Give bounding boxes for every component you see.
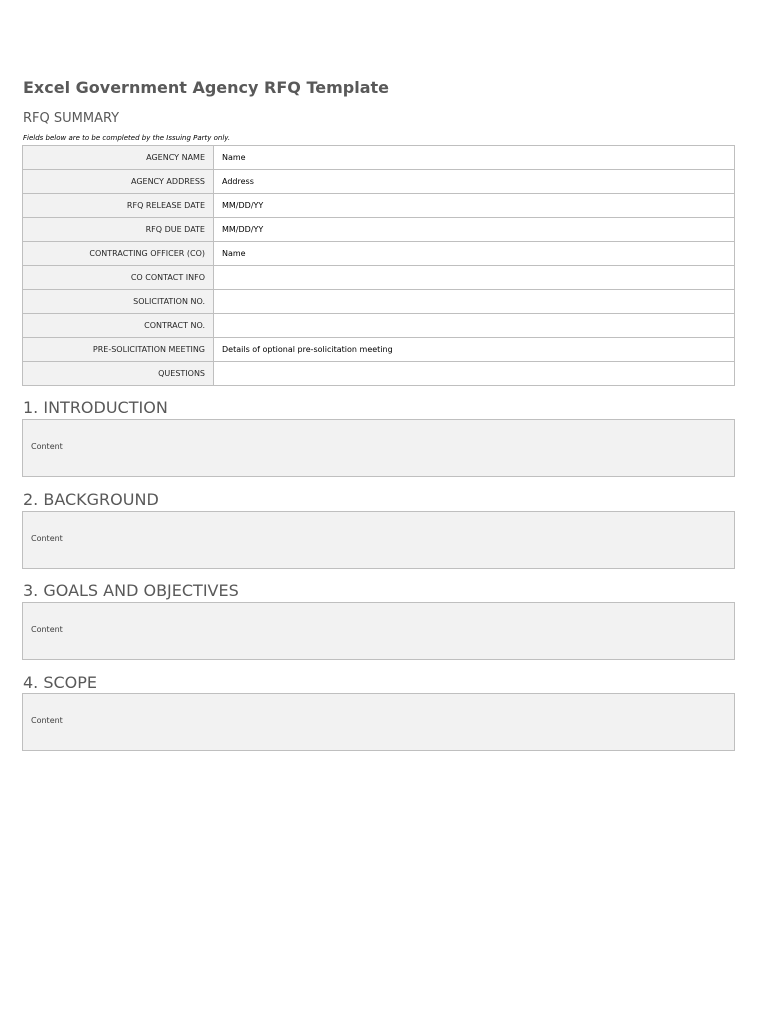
row-value-agency-name[interactable]: Name bbox=[214, 146, 735, 170]
section-heading-introduction: 1. INTRODUCTION bbox=[23, 398, 168, 417]
row-value-agency-address[interactable]: Address bbox=[214, 170, 735, 194]
table-row bbox=[23, 194, 735, 218]
rfq-summary-title: RFQ SUMMARY bbox=[23, 111, 120, 126]
document-title: Excel Government Agency RFQ Template bbox=[23, 78, 389, 97]
table-row bbox=[23, 218, 735, 242]
row-label-rfq-release-date: RFQ RELEASE DATE bbox=[23, 194, 214, 218]
row-label-contract-no: CONTRACT NO. bbox=[23, 314, 214, 338]
row-value-rfq-release-date[interactable]: MM/DD/YY bbox=[214, 194, 735, 218]
row-label-contracting-officer: CONTRACTING OFFICER (CO) bbox=[23, 242, 214, 266]
table-row bbox=[23, 314, 735, 338]
section-heading-background: 2. BACKGROUND bbox=[23, 490, 159, 509]
table-row bbox=[23, 362, 735, 386]
section-heading-scope: 4. SCOPE bbox=[23, 673, 98, 692]
section-heading-goals-and-objectives: 3. GOALS AND OBJECTIVES bbox=[23, 581, 239, 600]
section-content-text: Content bbox=[31, 534, 63, 543]
row-value-questions[interactable] bbox=[214, 362, 735, 386]
rfq-summary-table bbox=[22, 145, 735, 386]
row-label-questions: QUESTIONS bbox=[23, 362, 214, 386]
fields-note: Fields below are to be completed by the Issuing Party only. bbox=[23, 134, 231, 142]
table-row bbox=[23, 338, 735, 362]
section-content-box-background[interactable] bbox=[22, 511, 735, 569]
table-row bbox=[23, 242, 735, 266]
section-content-box-introduction[interactable] bbox=[22, 419, 735, 477]
row-value-solicitation-no[interactable] bbox=[214, 290, 735, 314]
row-value-contract-no[interactable] bbox=[214, 314, 735, 338]
row-label-pre-solicitation-meeting: PRE-SOLICITATION MEETING bbox=[23, 338, 214, 362]
row-label-agency-address: AGENCY ADDRESS bbox=[23, 170, 214, 194]
table-row bbox=[23, 290, 735, 314]
row-value-rfq-due-date[interactable]: MM/DD/YY bbox=[214, 218, 735, 242]
row-label-rfq-due-date: RFQ DUE DATE bbox=[23, 218, 214, 242]
row-label-solicitation-no: SOLICITATION NO. bbox=[23, 290, 214, 314]
table-row bbox=[23, 146, 735, 170]
section-content-text: Content bbox=[31, 625, 63, 634]
row-label-co-contact-info: CO CONTACT INFO bbox=[23, 266, 214, 290]
section-content-box-goals-and-objectives[interactable] bbox=[22, 602, 735, 660]
row-label-agency-name: AGENCY NAME bbox=[23, 146, 214, 170]
row-value-co-contact-info[interactable] bbox=[214, 266, 735, 290]
section-content-text: Content bbox=[31, 442, 63, 451]
section-content-text: Content bbox=[31, 716, 63, 725]
table-row bbox=[23, 266, 735, 290]
row-value-contracting-officer[interactable]: Name bbox=[214, 242, 735, 266]
row-value-pre-solicitation-meeting[interactable]: Details of optional pre-solicitation meeting bbox=[214, 338, 735, 362]
table-row bbox=[23, 170, 735, 194]
section-content-box-scope[interactable] bbox=[22, 693, 735, 751]
